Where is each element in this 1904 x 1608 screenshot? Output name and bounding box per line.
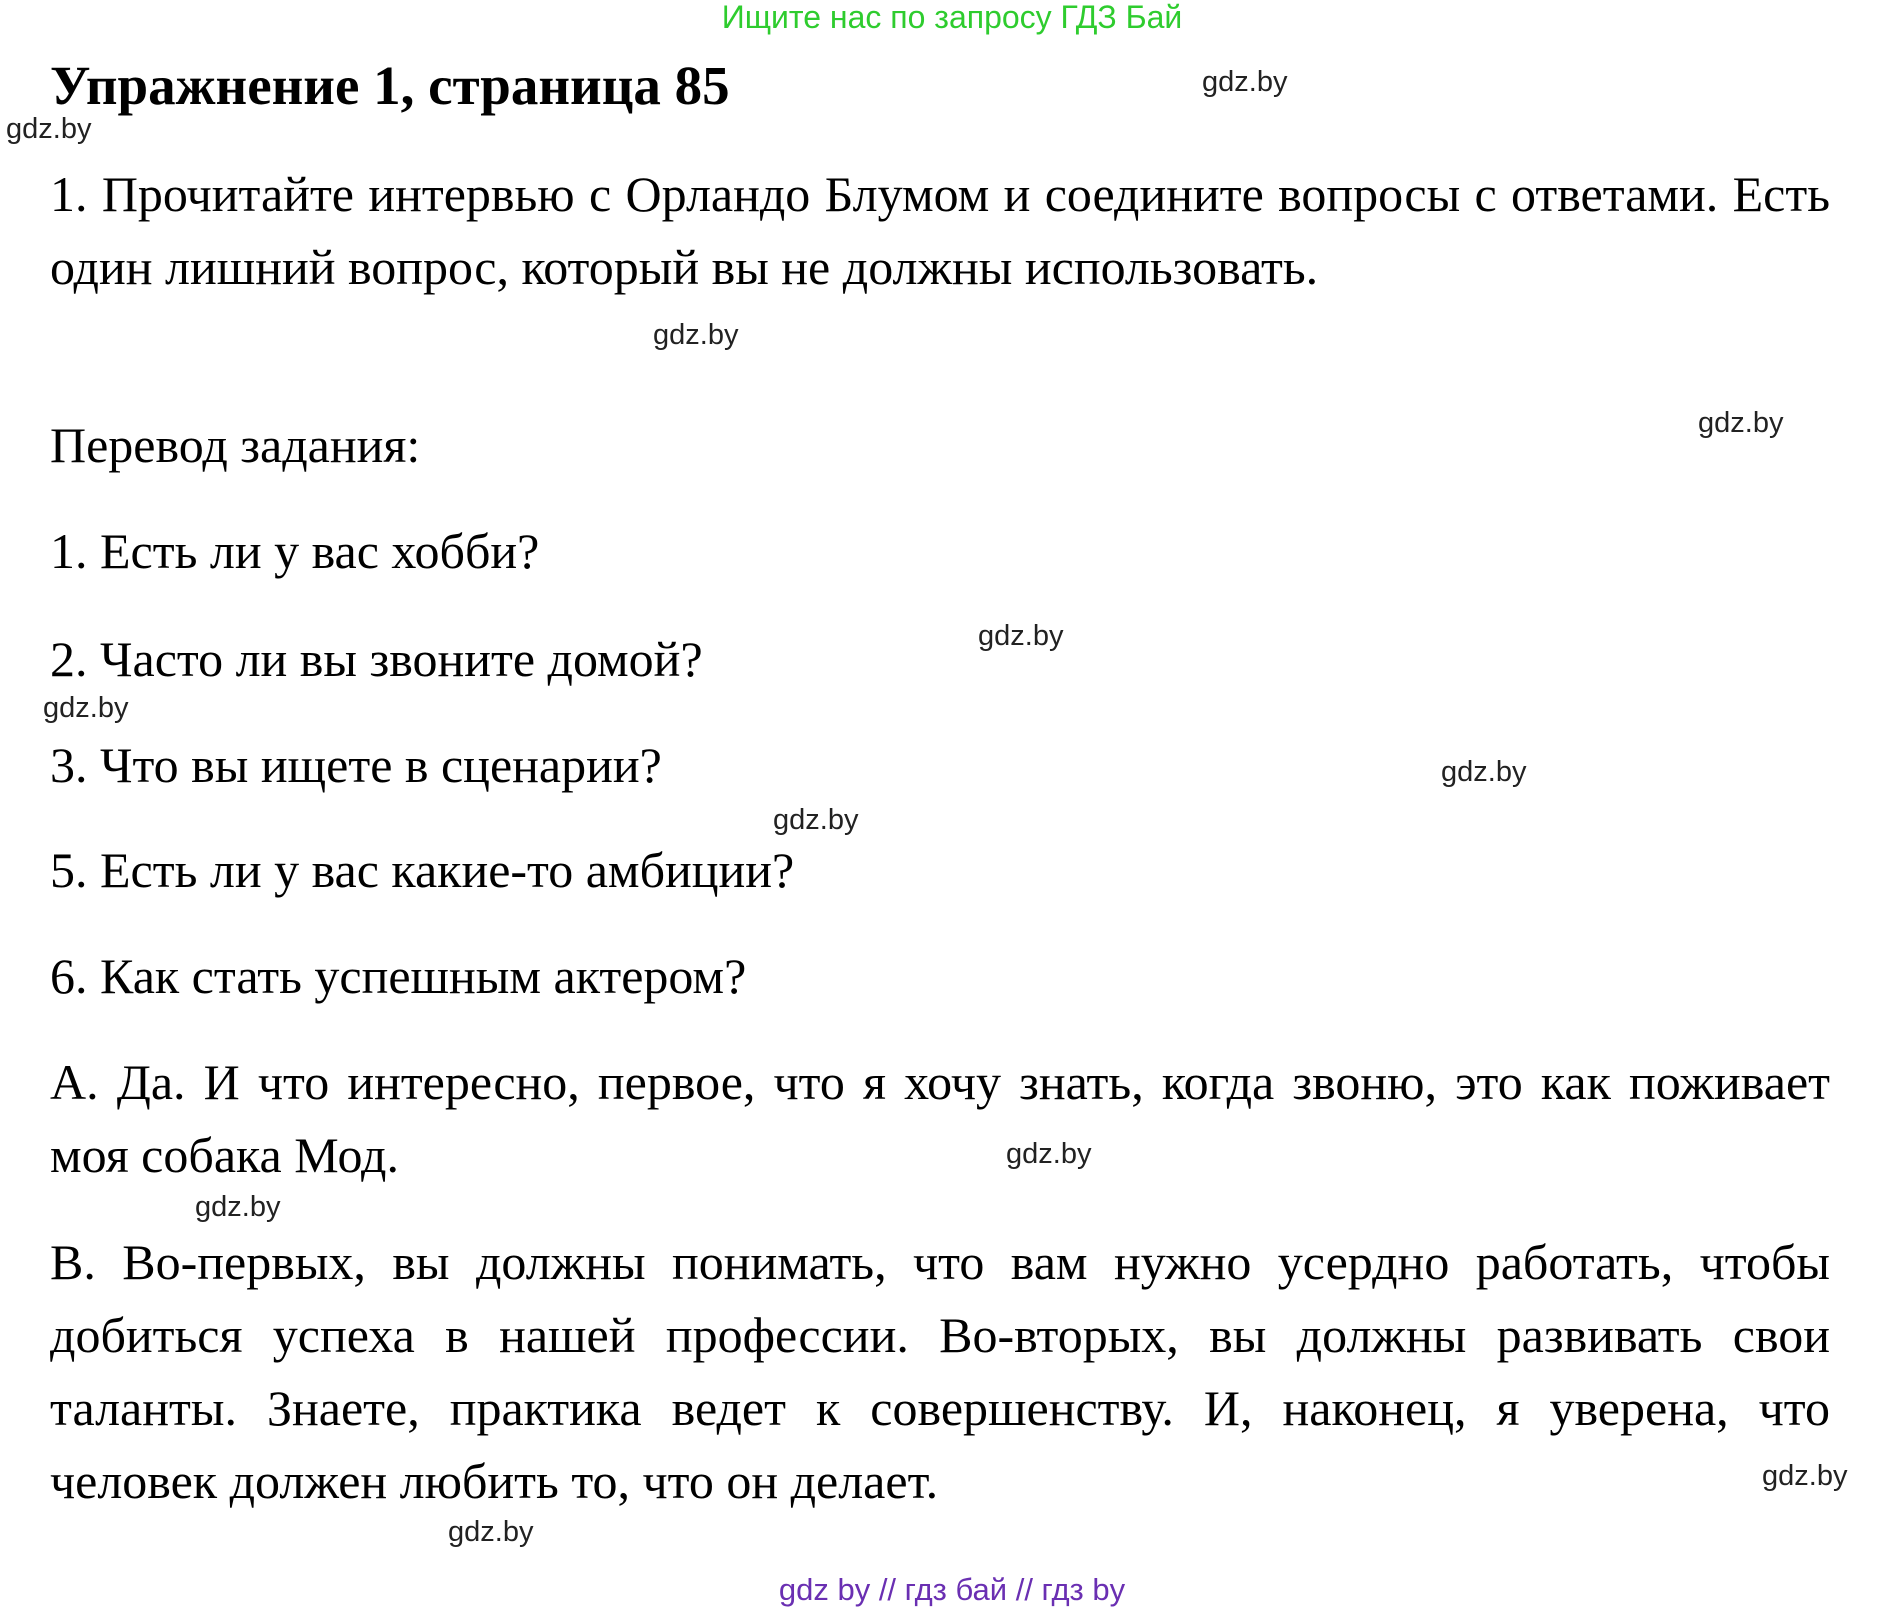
watermark: gdz.by <box>1006 1138 1092 1170</box>
watermark: gdz.by <box>1698 407 1784 439</box>
question-item: 1. Есть ли у вас хобби? <box>50 523 540 579</box>
answer-a: A. Да. И что интересно, первое, что я хочу знать, когда звоню, это как поживает моя собака Мод. <box>50 1054 1830 1183</box>
watermark: gdz.by <box>6 113 92 145</box>
question-item: 6. Как стать успешным актером? <box>50 948 747 1004</box>
footer-links: gdz by // гдз бай // гдз by <box>778 1572 1126 1607</box>
answer-b: B. Во-первых, вы должны понимать, что вам нужно усердно работать, чтобы добиться успеха в нашей профессии. Во-вторых, вы должны развивать свои таланты. Знаете, практика ведет к совершенству. И, наконец, я уверена, что человек должен любить то, что он делает. <box>50 1234 1830 1509</box>
watermark: gdz.by <box>448 1516 534 1548</box>
page-title: Упражнение 1, страница 85 <box>50 55 730 116</box>
watermark: gdz.by <box>1202 66 1288 98</box>
watermark: gdz.by <box>653 319 739 351</box>
watermark: gdz.by <box>195 1191 281 1223</box>
question-item: 2. Часто ли вы звоните домой? <box>50 631 703 687</box>
watermark: gdz.by <box>1762 1460 1848 1492</box>
translation-heading: Перевод задания: <box>50 417 421 473</box>
search-banner: Ищите нас по запросу ГДЗ Бай <box>721 0 1183 35</box>
question-item: 5. Есть ли у вас какие-то амбиции? <box>50 842 795 898</box>
watermark: gdz.by <box>773 804 859 836</box>
watermark: gdz.by <box>43 692 129 724</box>
task-text: 1. Прочитайте интервью с Орландо Блумом и соедините вопросы с ответами. Есть один лишний вопрос, который вы не должны использовать. <box>50 166 1830 295</box>
question-item: 3. Что вы ищете в сценарии? <box>50 737 662 793</box>
watermark: gdz.by <box>1441 756 1527 788</box>
watermark: gdz.by <box>978 620 1064 652</box>
